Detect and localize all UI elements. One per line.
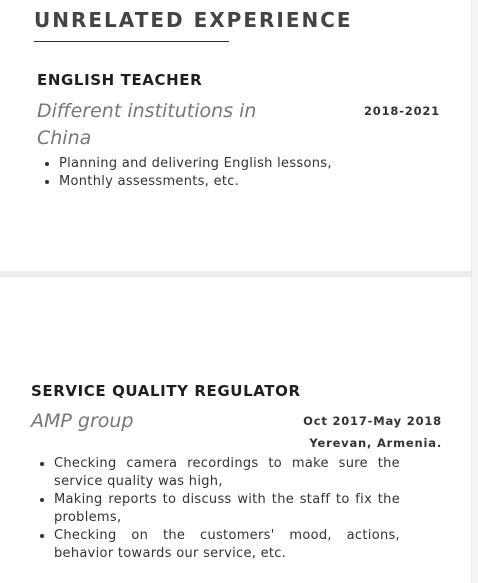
resume-page-1 <box>0 0 471 271</box>
job-bullets-service-quality-regulator <box>32 455 400 563</box>
list-item: • Monthly assessments, etc. <box>59 173 389 191</box>
job-organization-service-quality-regulator: AMP group <box>31 410 134 432</box>
job-bullets-english-teacher <box>37 155 389 191</box>
list-item: • Checking camera recordings to make sure the service quality was high, <box>54 455 400 491</box>
list-item: • Checking on the customers' mood, actions, behavior towards our service, etc. <box>54 527 400 563</box>
list-item: • Planning and delivering English lessons, <box>59 155 389 173</box>
job-organization-english-teacher: Different institutions in China <box>37 100 257 149</box>
job-dates-service-quality-regulator: Oct 2017-May 2018 <box>303 414 442 428</box>
section-divider <box>34 41 229 42</box>
job-dates-english-teacher: 2018-2021 <box>364 104 440 118</box>
job-title-service-quality-regulator: SERVICE QUALITY REGULATOR <box>31 382 301 400</box>
section-title: UNRELATED EXPERIENCE <box>34 8 353 32</box>
list-item: • Making reports to discuss with the staff to fix the problems, <box>54 491 400 527</box>
resume-page-2 <box>0 277 471 583</box>
job-location-service-quality-regulator: Yerevan, Armenia. <box>309 436 442 450</box>
scrollbar[interactable] <box>472 0 478 583</box>
job-title-english-teacher: ENGLISH TEACHER <box>37 71 203 89</box>
